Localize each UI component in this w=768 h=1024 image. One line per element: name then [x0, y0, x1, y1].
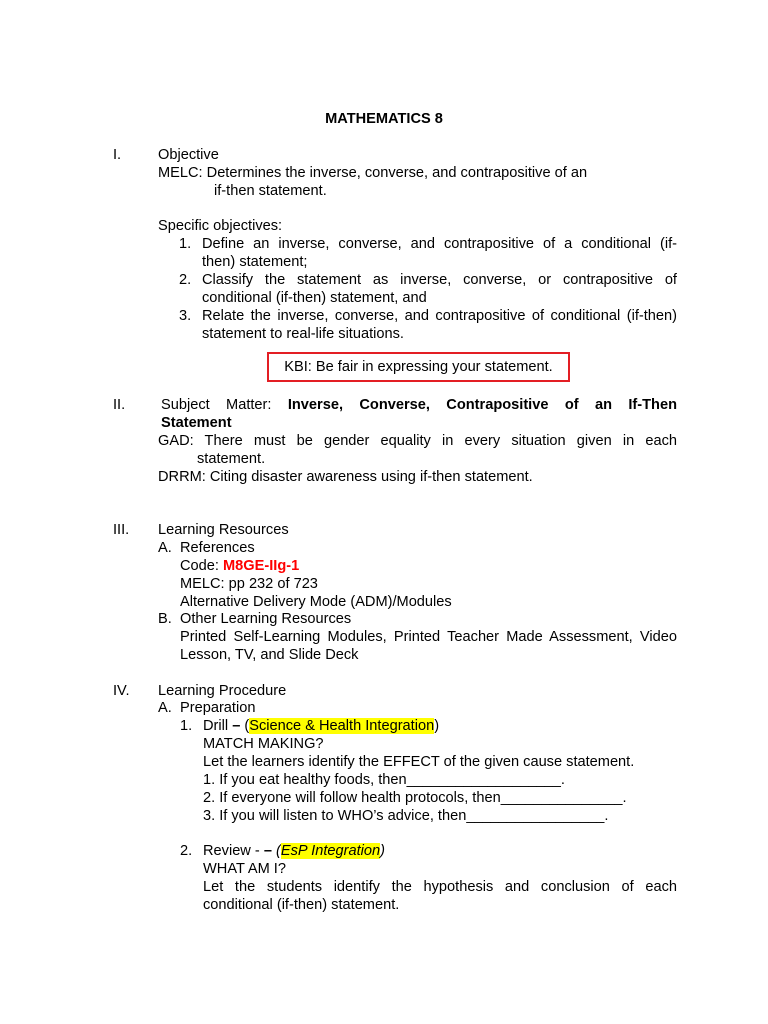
document-title: MATHEMATICS 8	[325, 111, 443, 127]
drill-item-1: 1. If you eat healthy foods, then___________________.	[203, 772, 565, 788]
review-paren-open: (	[271, 843, 281, 859]
other-resources-label: Other Learning Resources	[180, 611, 352, 627]
drill-label: Drill	[203, 718, 233, 734]
drill-instruction: Let the learners identify the EFFECT of the given cause statement.	[203, 754, 635, 770]
subject-matter-topic-line-2: Statement	[161, 415, 232, 431]
section-4-heading: Learning Procedure	[158, 683, 287, 699]
drill-number: 1.	[180, 718, 193, 734]
drill-item-2: 2. If everyone will follow health protocols, then_______________.	[203, 790, 627, 806]
drill-paren-close: )	[434, 718, 440, 734]
drill-line	[203, 718, 439, 736]
what-am-i: WHAT AM I?	[203, 861, 286, 877]
melc-pages: MELC: pp 232 of 723	[180, 576, 318, 592]
adm-line: Alternative Delivery Mode (ADM)/Modules	[180, 594, 452, 610]
review-dash: –	[263, 843, 272, 859]
review-paren-close: )	[380, 843, 385, 859]
objective-2-line-1: Classify the statement as inverse, converse, or contrapositive of	[202, 272, 677, 288]
references-letter: A.	[158, 540, 172, 556]
preparation-label: Preparation	[180, 700, 256, 716]
melc-line-2: if-then statement.	[214, 183, 327, 199]
subject-matter-label: Subject Matter:	[161, 397, 288, 413]
kbi-box: KBI: Be fair in expressing your statement.	[267, 352, 570, 382]
objective-2-number: 2.	[179, 272, 192, 288]
section-3-number: III.	[113, 522, 130, 538]
objective-3-line-1: Relate the inverse, converse, and contrapositive of conditional (if-then)	[202, 308, 677, 324]
other-resources-letter: B.	[158, 611, 172, 627]
specific-objectives-heading: Specific objectives:	[158, 218, 283, 234]
objective-1-line-1: Define an inverse, converse, and contrapositive of a conditional (if-	[202, 236, 677, 252]
review-instruction-line-1: Let the students identify the hypothesis and conclusion of each	[203, 879, 677, 895]
drill-dash: –	[232, 718, 241, 734]
other-resources-line-2: Lesson, TV, and Slide Deck	[180, 647, 359, 663]
review-number: 2.	[180, 843, 193, 859]
match-making: MATCH MAKING?	[203, 736, 324, 752]
code-label: Code:	[180, 558, 223, 574]
drill-paren-open: (	[240, 718, 250, 734]
review-line	[203, 843, 385, 861]
section-1-number: I.	[113, 147, 122, 163]
objective-3-number: 3.	[179, 308, 192, 324]
other-resources-line-1: Printed Self-Learning Modules, Printed Teacher Made Assessment, Video	[180, 629, 677, 645]
section-1-heading: Objective	[158, 147, 219, 163]
section-4-number: IV.	[113, 683, 130, 699]
objective-3-line-2: statement to real-life situations.	[202, 326, 404, 342]
drill-item-3: 3. If you will listen to WHO’s advice, then_________________.	[203, 808, 609, 824]
drrm-line: DRRM: Citing disaster awareness using if-then statement.	[158, 469, 533, 485]
gad-line-2: statement.	[197, 451, 266, 467]
objective-1-line-2: then) statement;	[202, 254, 308, 270]
objective-2-line-2: conditional (if-then) statement, and	[202, 290, 427, 306]
objective-1-number: 1.	[179, 236, 192, 252]
review-integration-highlight: EsP Integration	[280, 843, 381, 859]
review-label: Review -	[203, 843, 264, 859]
preparation-letter: A.	[158, 700, 172, 716]
subject-matter-topic: Inverse, Converse, Contrapositive of an If-Then	[287, 397, 677, 413]
code-value: M8GE-IIg-1	[223, 558, 300, 574]
melc-line-1: MELC: Determines the inverse, converse, and contrapositive of an	[158, 165, 588, 181]
section-3-heading: Learning Resources	[158, 522, 289, 538]
section-2-number: II.	[113, 397, 126, 413]
drill-integration-highlight: Science & Health Integration	[249, 718, 435, 734]
references-label: References	[180, 540, 255, 556]
review-instruction-line-2: conditional (if-then) statement.	[203, 897, 400, 913]
code-line	[180, 558, 299, 576]
subject-matter-line-1	[161, 397, 677, 415]
gad-line-1: GAD: There must be gender equality in every situation given in each	[158, 433, 677, 449]
